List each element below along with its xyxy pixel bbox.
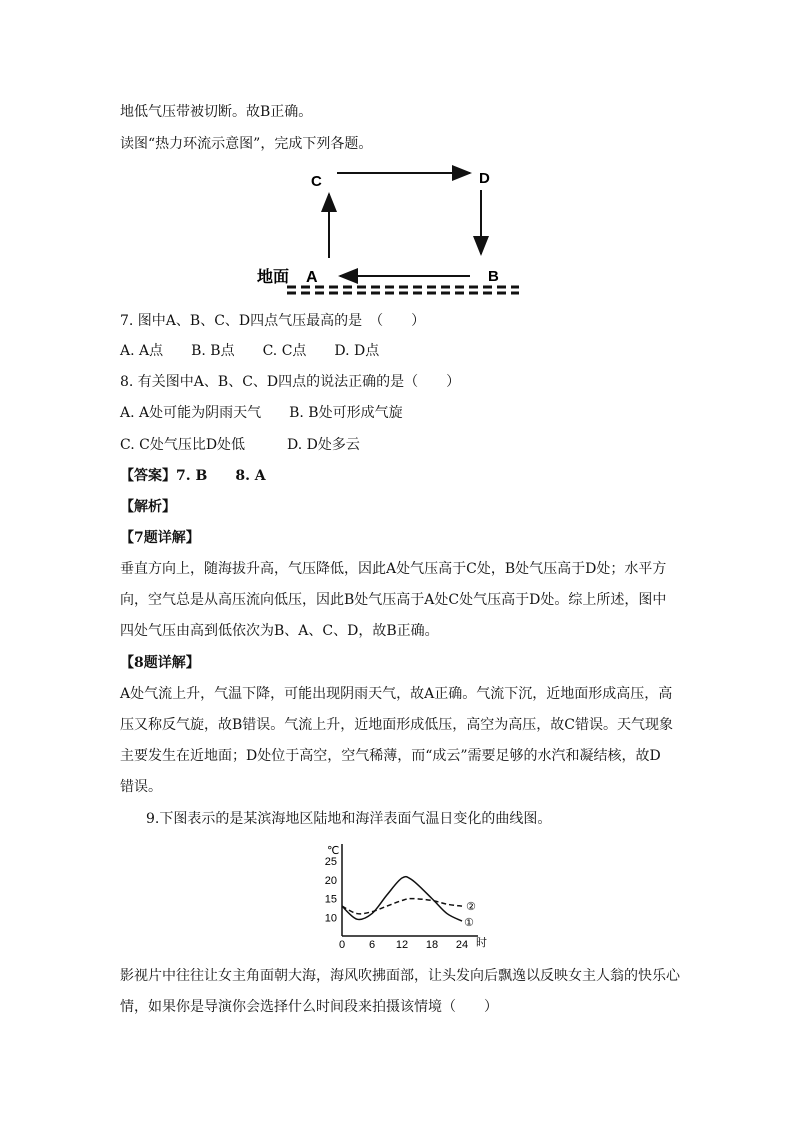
temperature-chart [318, 840, 518, 955]
x-tick-label: 6 [368, 939, 376, 951]
x-tick-label: 12 [395, 939, 409, 951]
y-tick-label: 25 [324, 856, 337, 869]
x-tick-label: 18 [425, 939, 439, 951]
detail-8-heading: 【8题详解】 [120, 655, 200, 671]
detail-8-line-3: 主要发生在近地面；D处位于高空，空气稀薄，而“成云”需要足够的水汽和凝结核，故D [120, 748, 661, 764]
detail-8-line-1: A处气流上升，气温下降，可能出现阴雨天气，故A正确。气流下沉，近地面形成高压，高 [120, 686, 673, 702]
question-8-options-ab: A. A处可能为阴雨天气 B. B处可形成气旋 [120, 405, 403, 421]
y-tick-label: 20 [324, 874, 337, 887]
question-9-text-2: 情，如果你是导演你会选择什么时间段来拍摄该情境（ ） [120, 999, 498, 1015]
detail-8-line-2: 压又称反气旋，故B错误。气流上升，近地面形成低压，高空为高压，故C错误。天气现象 [120, 717, 673, 733]
detail-8-line-4: 错误。 [120, 779, 162, 795]
label-a: A [306, 269, 318, 286]
detail-7-line-1: 垂直方向上，随海拔升高，气压降低，因此A处气压高于C处，B处气压高于D处；水平方 [120, 561, 667, 577]
detail-7-line-3: 四处气压由高到低依次为B、A、C、D，故B正确。 [120, 623, 439, 639]
y-tick-label: 15 [324, 893, 337, 906]
question-8-options-cd: C. C处气压比D处低 D. D处多云 [120, 437, 360, 453]
label-d: D [479, 170, 490, 187]
x-tick-label: 24 [455, 939, 469, 951]
series-1-label: ① [464, 917, 474, 930]
label-b: B [488, 268, 499, 285]
text-line-1: 地低气压带被切断。故B正确。 [120, 104, 313, 120]
question-7: 7. 图中A、B、C、D四点气压最高的是 （ ） [120, 313, 426, 329]
detail-7-line-2: 向，空气总是从高压流向低压，因此B处气压高于A处C处气压高于D处。综上所述，图中 [120, 592, 667, 608]
analysis-heading: 【解析】 [120, 499, 176, 515]
question-8: 8. 有关图中A、B、C、D四点的说法正确的是（ ） [120, 374, 461, 390]
answer-line: 【答案】7. B 8. A [120, 468, 266, 484]
question-7-options: A. A点 B. B点 C. C点 D. D点 [120, 343, 380, 359]
text-line-2: 读图“热力环流示意图”，完成下列各题。 [120, 136, 373, 152]
thermal-circulation-diagram [0, 160, 794, 300]
x-tick-label: 0 [338, 939, 346, 951]
series-2-label: ② [466, 901, 476, 914]
question-9: 9.下图表示的是某滨海地区陆地和海洋表面气温日变化的曲线图。 [146, 811, 552, 827]
label-c: C [311, 173, 322, 190]
y-axis-label: ℃ [327, 845, 340, 857]
question-9-text-1: 影视片中往往让女主角面朝大海，海风吹拂面部，让头发向后飘逸以反映女主人翁的快乐心 [120, 968, 680, 984]
x-axis-label: 时 [476, 937, 487, 949]
y-tick-label: 10 [324, 912, 337, 925]
ground-label: 地面 [257, 269, 290, 286]
detail-7-heading: 【7题详解】 [120, 530, 200, 546]
